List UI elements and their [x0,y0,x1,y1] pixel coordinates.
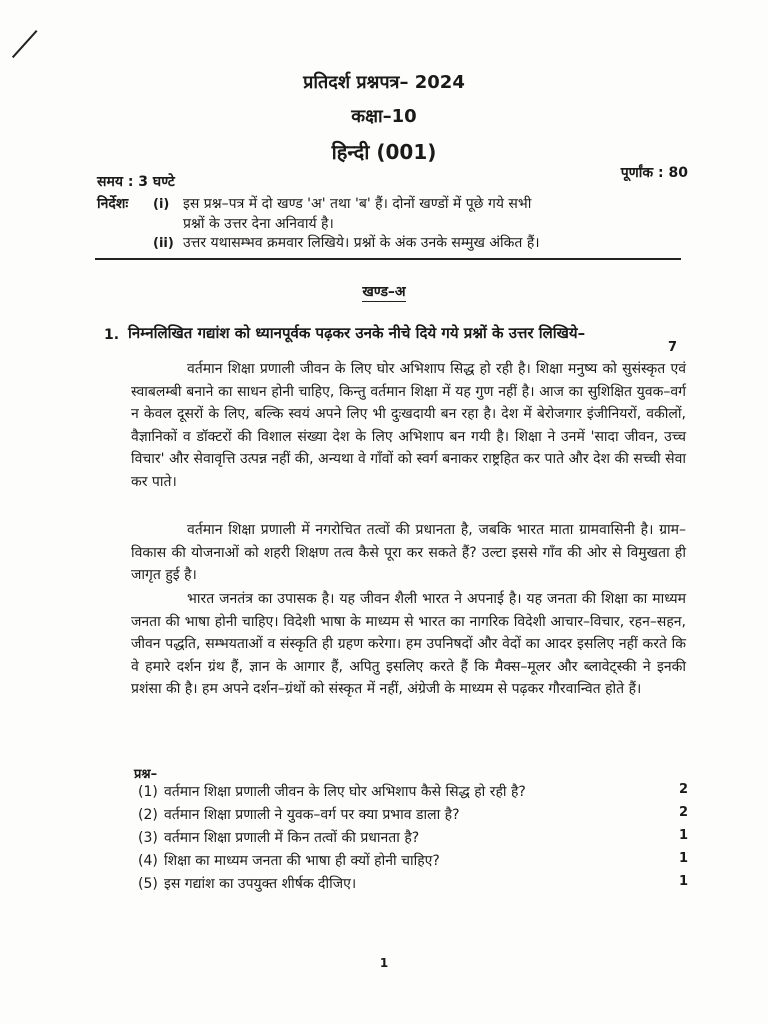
section-title: खण्ड–अ [362,284,406,300]
passage-paragraph: भारत जनतंत्र का उपासक है। यह जीवन शैली भारत ने अपनाई है। यह जनता की शिक्षा का माध्यम जनता की भाषा होनी चाहिए। विदेशी भाषा के माध्यम से भारत का नागरिक विदेशी आचार–विचार, रहन–सहन, जीवन पद्धति, सम्भयताओं व संस्कृति ही ग्रहण करेगा। हम उपनिषदों और वेदों का आदर इसलिए नहीं करते कि वे हमारे दर्शन ग्रंथ हैं, ज्ञान के आगार हैं, अपितु इसलिए करते हैं कि मैक्स–मूलर और ब्लावेट्स्की ने इनकी प्रशंसा की है। हम अपने दर्शन–ग्रंथों को संस्कृत में नहीं, अंग्रेजी के माध्यम से पढ़कर गौरवान्वित होते हैं। [131,591,686,698]
question-number: 1. [104,327,120,343]
instruction-number: (i) [153,197,170,212]
subquestion-number: (3) [138,830,158,846]
section-heading [0,282,768,301]
subquestion [138,851,698,873]
instruction-text: इस प्रश्न–पत्र में दो खण्ड 'अ' तथा 'ब' हैं। दोनों खण्डों में पूछे गये सभी [183,196,532,212]
subquestion-marks: 2 [678,782,688,797]
subquestion-text: इस गद्यांश का उपयुक्त शीर्षक दीजिए। [164,876,357,892]
time-allowed: समय : 3 घण्टे [97,174,175,190]
maximum-marks: पूर्णांक : 80 [620,165,688,181]
question-text: निम्नलिखित गद्यांश को ध्यानपूर्वक पढ़कर उनके नीचे दिये गये प्रश्नों के उत्तर लिखिये– [128,324,586,342]
subquestion-text: वर्तमान शिक्षा प्रणाली ने युवक–वर्ग पर क्या प्रभाव डाला है? [164,807,460,823]
page-number: 1 [379,956,389,970]
instruction-number: (ii) [153,236,174,251]
subquestion-marks: 1 [678,874,688,889]
subquestion [138,874,698,896]
pen-slash-mark [12,30,38,58]
subquestion [138,782,698,804]
subquestion-number: (5) [138,876,158,892]
instruction-text: उत्तर यथासम्भव क्रमवार लिखिये। प्रश्नों के अंक उनके सम्मुख अंकित हैं। [183,235,540,251]
passage-paragraph: वर्तमान शिक्षा प्रणाली जीवन के लिए घोर अभिशाप सिद्ध हो रही है। शिक्षा मनुष्य को सुसंस्कृत एवं स्वाबलम्बी बनाने का साधन होनी चाहिए, किन्तु वर्तमान शिक्षा में यह गुण नहीं है। आज का सुशिक्षित युवक–वर्ग न केवल दूसरों के लिए, बल्कि स्वयं अपने लिए भी दुःखदायी बन रहा है। देश में बेरोजगार इंजीनियरों, वकीलों, वैज्ञानिकों व डॉक्टरों की विशाल संख्या देश के लिए अभिशाप बन गयी है। शिक्षा ने उनमें 'सादा जीवन, उच्च विचार' और सेवावृत्ति उत्पन्न नहीं की, अन्यथा वे गाँवों को स्वर्ग बनाकर राष्ट्रहित कर पाते और देश की सच्ची सेवा कर पाते। [131,361,686,490]
passage-paragraph: वर्तमान शिक्षा प्रणाली में नगरोचित तत्वों की प्रधानता है, जबकि भारत माता ग्रामवासिनी है। ग्राम–विकास की योजनाओं को शहरी शिक्षण तत्व कैसे पूरा कर सकते हैं? उल्टा इससे गाँव की ओर से विमुखता ही जागृत हुई है। [131,522,686,584]
paper-title: प्रतिदर्श प्रश्नपत्र– 2024 [303,72,465,93]
subquestions-heading: प्रश्न– [134,767,158,782]
class-heading: कक्षा–10 [351,106,417,127]
subject-heading: हिन्दी (001) [331,140,437,164]
subquestion-marks: 1 [678,828,688,843]
subquestion-text: वर्तमान शिक्षा प्रणाली जीवन के लिए घोर अभिशाप कैसे सिद्ध हो रही है? [164,784,526,800]
subquestion-text: वर्तमान शिक्षा प्रणाली में किन तत्वों की प्रधानता है? [164,830,420,846]
instructions-label: निर्देशः [97,196,129,212]
instruction-text: प्रश्नों के उत्तर देना अनिवार्य है। [183,216,334,232]
subquestion-number: (2) [138,807,158,823]
question-marks: 7 [668,340,678,355]
divider-line [95,258,681,260]
subquestion [138,805,698,827]
subquestion [138,828,698,850]
subquestion-text: शिक्षा का माध्यम जनता की भाषा ही क्यों होनी चाहिए? [164,853,440,869]
subquestion-marks: 1 [678,851,688,866]
subquestion-marks: 2 [678,805,688,820]
subquestion-number: (1) [138,784,158,800]
subquestion-number: (4) [138,853,158,869]
